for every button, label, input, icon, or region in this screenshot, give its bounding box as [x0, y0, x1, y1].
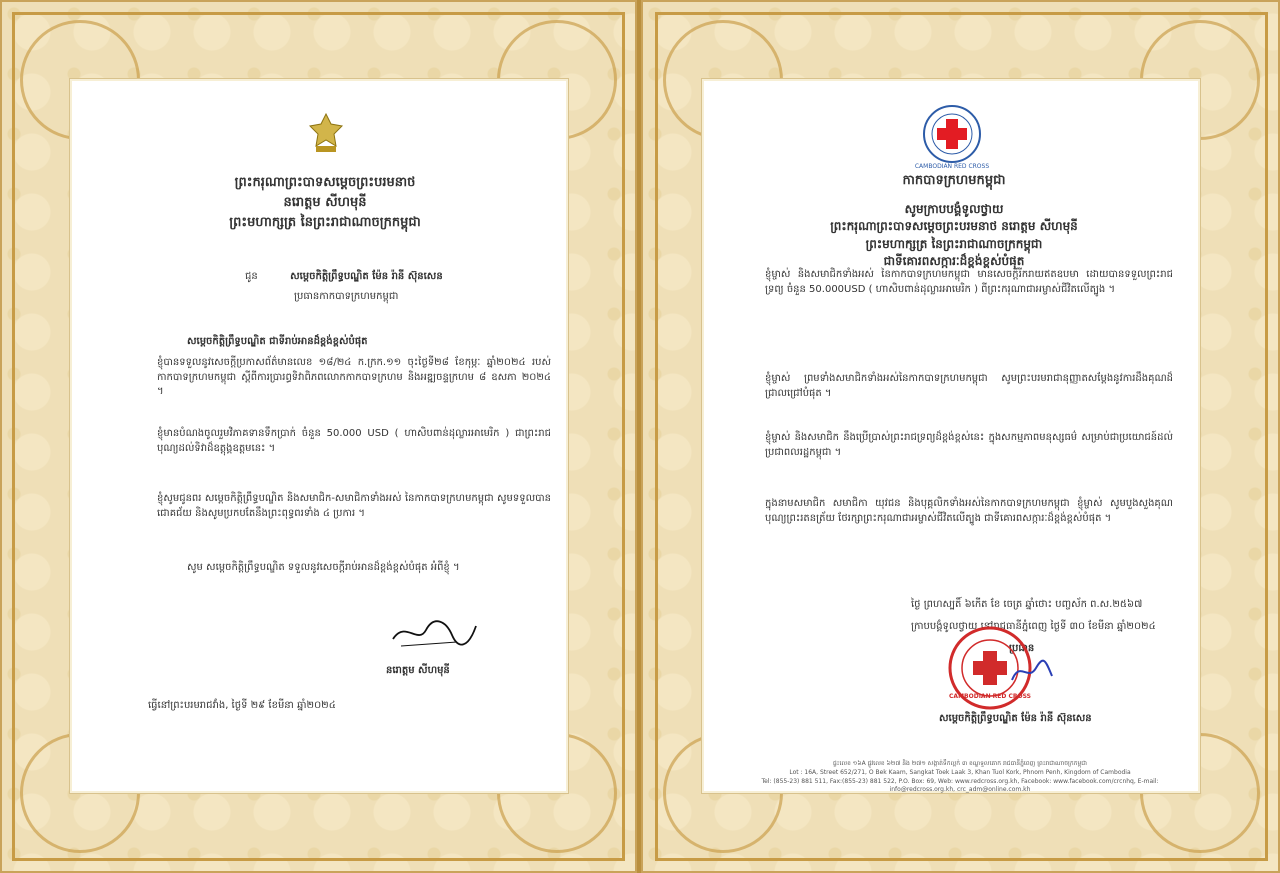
- left-signature-name: នរោត្តម សីហមុនី: [386, 665, 450, 676]
- right-paragraph-2: ខ្ញុំម្ចាស់ ព្រមទាំងសមាជិកទាំងអស់នៃកាកបាទក្រហមកម្ពុជា សូមព្រះបរមរាជានុញ្ញាតសម្តែងនូវការដឹងគុណដ៏ជ្រាលជ្រៅបំផុត ។: [765, 373, 1173, 399]
- red-cross-org-name: កាកបាទក្រហមកម្ពុជា: [902, 173, 1006, 188]
- right-signature-icon: [1008, 652, 1056, 692]
- footer-contact-line: Tel: (855-23) 881 511, Fax:(855-23) 881 522, P.O. Box: 69, Web: www.redcross.org.kh, Facebook: www.facebook.com/crcnhq, E-mail: info@redcross.org.kh, crc_adm@online.com.kh: [761, 778, 1159, 793]
- recipient-title: ប្រធានកាកបាទក្រហមកម្ពុជា: [294, 291, 399, 302]
- right-header-line4: ជាទីគោរពសក្ការៈដ៏ខ្ពង់ខ្ពស់បំផុត: [883, 254, 1025, 269]
- cambodian-red-cross-logo-icon: [922, 104, 982, 164]
- left-date-line: ធ្វើនៅព្រះបរមរាជវាំង, ថ្ងៃទី ២៩ ខែមីនា ឆ្នាំ២០២៤: [148, 700, 336, 711]
- footer-english-address: Lot : 16A, Street 652/271, O Bek Kaam, Sangkat Toek Laak 3, Khan Tuol Kork, Phnom Penh, Kingdom of Cambodia: [789, 769, 1131, 776]
- recipient-name: សម្តេចកិត្តិព្រឹទ្ធបណ្ឌិត ម៉ែន រ៉ានី ស៊ុនសេន: [290, 271, 443, 282]
- right-date-solar: ក្រាបបង្គំទូលថ្វាយ នៅរាជធានីភ្នំពេញ ថ្ងៃទី ៣០ ខែមីនា ឆ្នាំ២០២៤: [911, 621, 1156, 632]
- red-cross-logo-text: CAMBODIAN RED CROSS: [914, 163, 990, 170]
- right-president-label: ប្រធាន: [1009, 643, 1035, 654]
- recipient-to-label: ជូន: [245, 271, 258, 282]
- right-paragraph-3: ខ្ញុំម្ចាស់ និងសមាជិក នឹងប្រើប្រាស់ព្រះរាជទ្រព្យដ៏ខ្ពង់ខ្ពស់នេះ ក្នុងសកម្មភាពមនុស្សធម៌ សម្រាប់ជាប្រយោជន៍ដល់ប្រជាពលរដ្ឋកម្ពុជា ។: [765, 432, 1173, 458]
- left-paragraph-2: ខ្ញុំមានបំណងចូលរួមវិភាគទានទឹកប្រាក់ ចំនួន 50.000 USD ( ហាសិបពាន់ដុល្លារអាមេរិក ) ជាព្រះរាជបុណ្យដល់ទិវាដ៏ឧត្តុង្គឧត្តមនេះ ។: [157, 428, 551, 454]
- left-greeting: សម្តេចកិត្តិព្រឹទ្ធបណ្ឌិត ជាទីរាប់អានដ៏ខ្ពង់ខ្ពស់បំផុត: [187, 336, 368, 347]
- right-paragraph-1: ខ្ញុំម្ចាស់ និងសមាជិកទាំងអស់ នៃកាកបាទក្រហមកម្ពុជា មានសេចក្តីរីករាយឥតឧបមា ដោយបានទទួលព្រះរាជទ្រព្យ ចំនួន 50.000USD ( ហាសិបពាន់ដុល្លារអាមេរិក ) ពីព្រះករុណាជាអម្ចាស់ជីវិតលើត្បូង ។: [765, 269, 1173, 295]
- right-paragraph-4: ក្នុងនាមសមាជិក សមាជិកា យុវជន និងបុគ្គលិកទាំងអស់នៃកាកបាទក្រហមកម្ពុជា ខ្ញុំម្ចាស់ សូមបួងសួងគុណបុណ្យព្រះរតនត្រ័យ ថែរក្សាព្រះករុណាជាអម្ចាស់ជីវិតលើត្បូង ជាទីគោរពសក្ការៈដ៏ខ្ពង់ខ្ពស់បំផុត ។: [765, 498, 1173, 524]
- royal-emblem-icon: [302, 110, 350, 158]
- left-header-line3: ព្រះមហាក្សត្រ នៃព្រះរាជាណាចក្រកម្ពុជា: [229, 215, 421, 231]
- left-paragraph-1: ខ្ញុំបានទទួលនូវសេចក្តីប្រកាសព័ត៌មានលេខ ១៨/២៤ ក.ក្រក.១១ ចុះថ្ងៃទី២៨ ខែកុម្ភៈ ឆ្នាំ២០២៤ របស់កាកបាទក្រហមកម្ពុជា ស្តីពីការប្រារព្ធទិវាពិភពលោកកាកបាទក្រហម និងអឌ្ឍចន្ទក្រហម ៨ ឧសភា ២០២៤ ។: [157, 357, 551, 397]
- left-signature-icon: [390, 615, 480, 653]
- left-header-line1: ព្រះករុណាព្រះបាទសម្តេចព្រះបរមនាថ: [234, 175, 416, 190]
- right-date-lunar: ថ្ងៃ ព្រហស្បតិ៍ ៦កើត ខែ ចេត្រ ឆ្នាំថោះ បញ្ចស័ក ព.ស.២៥៦៧: [911, 599, 1143, 610]
- right-signature-name: សម្តេចកិត្តិព្រឹទ្ធបណ្ឌិត ម៉ែន រ៉ានី ស៊ុនសេន: [939, 713, 1092, 724]
- right-header-line3: ព្រះមហាក្សត្រ នៃព្រះរាជាណាចក្រកម្ពុជា: [865, 236, 1043, 251]
- left-closing: សូម សម្តេចកិត្តិព្រឹទ្ធបណ្ឌិត ទទួលនូវសេចក្តីរាប់អានដ៏ខ្ពង់ខ្ពស់បំផុត អំពីខ្ញុំ ។: [187, 562, 460, 573]
- left-header-line2: នរោត្តម សីហមុនី: [283, 195, 367, 211]
- footer-khmer-address: ផ្ទះលេខ ១៦A ផ្លូវលេខ ៦២៧ និង ២៧១ សង្កាត់ទឹកល្អក់ ៣ ខណ្ឌទួលគោក រាជធានីភ្នំពេញ ព្រះរាជាណាចក្រកម្ពុជា: [833, 760, 1087, 767]
- right-header-line1: សូមក្រាបបង្គំទូលថ្វាយ: [904, 202, 1004, 216]
- seal-text: CAMBODIAN RED CROSS: [949, 693, 1031, 700]
- right-header-line2: ព្រះករុណាព្រះបាទសម្តេចព្រះបរមនាថ នរោត្តម សីហមុនី: [830, 219, 1078, 234]
- left-paragraph-3: ខ្ញុំសូមជូនពរ សម្តេចកិត្តិព្រឹទ្ធបណ្ឌិត និងសមាជិក-សមាជិកាទាំងអស់ នៃកាកបាទក្រហមកម្ពុជា សូមទទួលបានជោគជ័យ និងសូមប្រកបតែនឹងព្រះពុទ្ធពរទាំង ៤ ប្រការ ។: [157, 493, 551, 519]
